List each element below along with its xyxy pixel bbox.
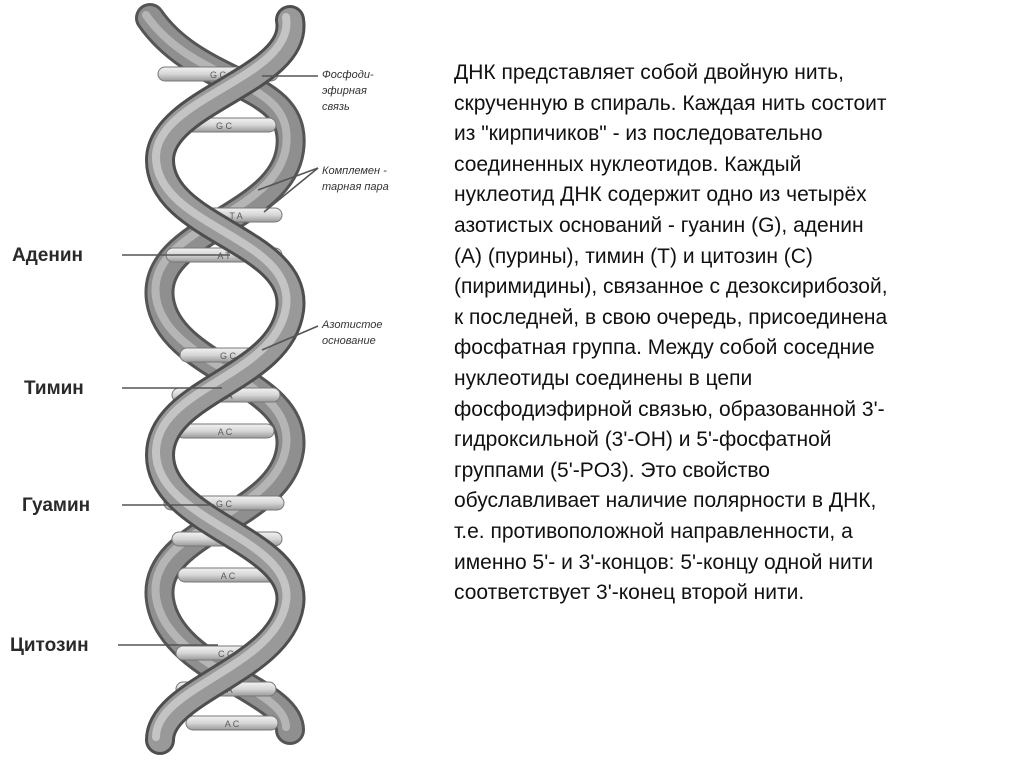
label-thymine: Тимин <box>24 378 84 399</box>
description-text <box>454 58 994 609</box>
note-line: тарная пара <box>322 181 389 193</box>
base-pair-label: A C <box>217 427 233 437</box>
text-line: соответствует 3'-конец второй нити. <box>454 581 805 605</box>
text-line: (пиримидины), связанное с дезоксирибозой, <box>454 275 888 299</box>
note-line: эфирная <box>322 85 367 97</box>
note-nitrogenous-base <box>321 319 383 347</box>
base-pair-label: A C <box>220 571 236 581</box>
text-line: группами (5'-PO3). Это свойство <box>454 458 770 482</box>
note-line: Азотистое <box>322 319 383 331</box>
text-line: из "кирпичиков" - из последовательно <box>454 122 823 146</box>
text-line: нуклеотиды соединены в цепи <box>454 366 753 390</box>
note-complementary-pair <box>322 165 389 193</box>
note-line: основание <box>322 335 376 347</box>
text-line: скрученную в спираль. Каждая нить состоит <box>454 91 887 115</box>
text-line: фосфатная группа. Между собой соседние <box>454 336 875 360</box>
text-line: азотистых оснований - гуанин (G), аденин <box>454 213 864 237</box>
base-pair-label: T A <box>229 211 243 221</box>
base-pair-label: G C <box>219 351 237 361</box>
text-line: обуславливает наличие полярности в ДНК, <box>454 489 877 513</box>
base-pair-label: G C <box>209 70 227 80</box>
base-pair-rung <box>186 716 278 730</box>
label-adenine: Аденин <box>12 245 83 266</box>
text-line: фосфодиэфирной связью, образованной 3'- <box>454 397 885 421</box>
text-line: нуклеотид ДНК содержит одно из четырёх <box>454 183 867 207</box>
base-pair-rung <box>176 424 274 438</box>
base-pair-label: T A <box>219 685 233 695</box>
label-cytosine: Цитозин <box>10 635 89 656</box>
base-pair-label: T A <box>219 391 233 401</box>
note-line: Комплемен - <box>322 165 387 177</box>
text-line: т.е. противоположной направленности, а <box>454 519 853 543</box>
label-guanine: Гуамин <box>22 495 91 516</box>
text-line: (A) (пурины), тимин (T) и цитозин (C) <box>454 244 813 268</box>
base-pair-label: C G <box>217 649 235 659</box>
base-pair-label: A T <box>217 251 231 261</box>
dna-helix-diagram <box>0 0 430 768</box>
base-pair-label: A C <box>224 719 240 729</box>
text-line: гидроксильной (3'-OH) и 5'-фосфатной <box>454 428 832 452</box>
text-line: соединенных нуклеотидов. Каждый <box>454 152 802 176</box>
base-pair-label: G C <box>215 499 233 509</box>
text-line: именно 5'- и 3'-концов: 5'-концу одной нити <box>454 550 874 574</box>
text-line: к последней, в свою очередь, присоединена <box>454 305 888 329</box>
note-phosphodiester-bond <box>322 69 374 113</box>
note-line: Фосфоди- <box>322 69 374 81</box>
note-line: связь <box>322 101 350 113</box>
base-pair-label: T A <box>220 535 234 545</box>
text-line: ДНК представляет собой двойную нить, <box>454 61 844 84</box>
base-pair-label: G C <box>215 121 233 131</box>
